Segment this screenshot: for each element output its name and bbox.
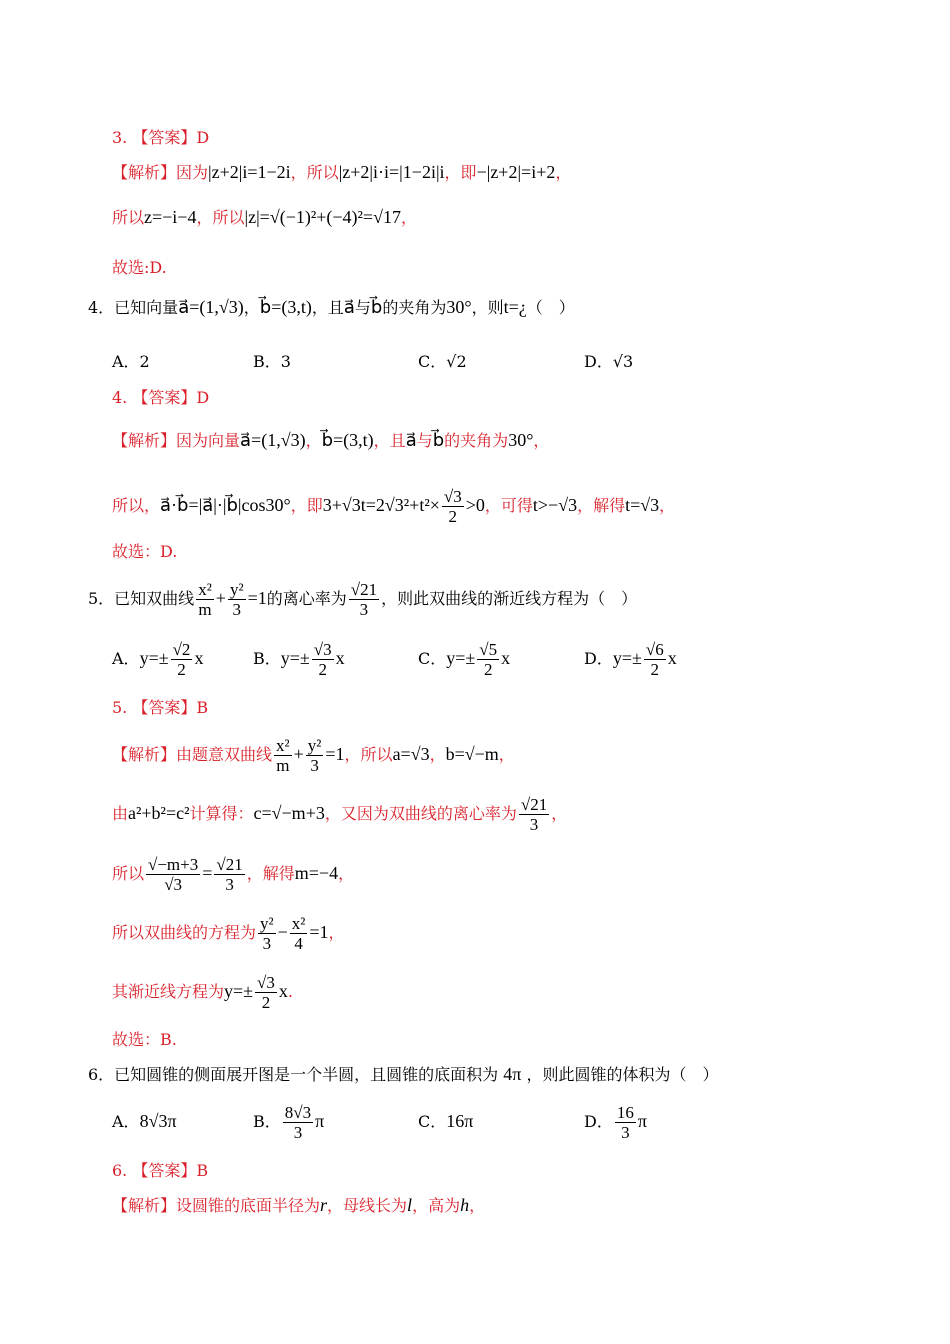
- q4-analysis-line2: 所以，a⃗·b⃗=|a⃗|·|b⃗|cos30°，即3+√3t=2√3²+t²× $\frac{√3}{2}$ >0，可得t>−√3，解得t=√3，: [112, 487, 676, 526]
- fraction: $\frac{\text{y²}}{3}$: [307, 736, 322, 775]
- q5-analysis-line2: 由a²+b²=c²计算得：c=√−m+3，又因为双曲线的离心率为 $\frac{√21}{3}$ ，: [112, 795, 568, 834]
- analysis-label: 【解析】因为: [112, 163, 209, 182]
- fraction: $\frac{\text{x²}}{m}$: [198, 580, 212, 619]
- q5-conclusion: 故选：B.: [112, 1030, 177, 1049]
- fraction: $\frac{\text{x²}}{4}$: [291, 914, 306, 953]
- fraction: $\frac{√21}{3}$: [350, 580, 378, 619]
- q6-stem: 6．已知圆锥的侧面展开图是一个半圆，且圆锥的底面积为 4π ，则此圆锥的体积为（ ）: [88, 1064, 719, 1084]
- q4-options: [112, 350, 832, 376]
- q4-stem: 4．已知向量a⃗=(1,√3)，b⃗=(3,t)，且a⃗与b⃗的夹角为30°，则t=¿（ ）: [88, 297, 575, 317]
- q5-option-c[interactable]: C．y=± $\frac{√5}{2}$ x: [418, 640, 511, 679]
- fraction: $\frac{√5}{2}$: [479, 640, 498, 679]
- analysis-label: 【解析】设圆锥的底面半径为: [112, 1196, 321, 1215]
- fraction: $\frac{√21}{3}$: [520, 795, 548, 834]
- q4-option-a[interactable]: A．2: [112, 352, 150, 371]
- fraction: $\frac{\text{x²}}{m}$: [276, 736, 290, 775]
- q4-option-b[interactable]: B．3: [253, 352, 291, 371]
- q5-answer: 5. 【答案】B: [112, 698, 209, 717]
- q3-conclusion: 故选:D.: [112, 258, 167, 277]
- q3-answer: 3. 【答案】D: [112, 128, 210, 147]
- q4-option-d[interactable]: D．√3: [584, 352, 634, 371]
- q5-option-b[interactable]: B．y=± $\frac{√3}{2}$ x: [253, 640, 345, 679]
- fraction: $\frac{√3}{2}$: [313, 640, 332, 679]
- q5-stem: 5．已知双曲线 $\frac{\text{x²}}{m}$ + $\frac{\text{y²}}{3}$ =1的离心率为 $\frac{√21}{3}$ ，则此双曲线的渐近线方程为（ ）: [88, 580, 638, 619]
- q6-option-a[interactable]: A．8√3π: [112, 1111, 177, 1131]
- q5-analysis-line5: 其渐近线方程为y=± $\frac{√3}{2}$ x.: [112, 973, 293, 1012]
- fraction: $\frac{\text{y²}}{3}$: [260, 914, 274, 953]
- q4-option-c[interactable]: C．√2: [418, 352, 467, 371]
- analysis-label: 【解析】由题意双曲线: [112, 745, 273, 764]
- q6-option-c[interactable]: C．16π: [418, 1111, 474, 1131]
- q5-analysis-line1: 【解析】由题意双曲线 $\frac{\text{x²}}{m}$ + $\frac{\text{y²}}{3}$ =1，所以a=√3，b=√−m，: [112, 736, 515, 775]
- q3-analysis-line1: 【解析】因为|z+2|i=1−2i，所以|z+2|i·i=|1−2i|i，即−|z+2|=i+2，: [112, 162, 572, 182]
- q4-analysis-line1: 【解析】因为向量a⃗=(1,√3)，b⃗=(3,t)，且a⃗与b⃗的夹角为30°，: [112, 430, 550, 450]
- q6-option-d[interactable]: D． $\frac{16}{3}$ π: [584, 1103, 647, 1142]
- fraction: $\frac{√6}{2}$: [645, 640, 664, 679]
- fraction: $\frac{√-m+3}{√3}$: [148, 855, 199, 894]
- q5-options: [112, 636, 832, 682]
- fraction: $\frac{√3}{2}$: [257, 973, 275, 1012]
- fraction: $\frac{16}{3}$: [616, 1103, 634, 1142]
- fraction: $\frac{\text{y²}}{3}$: [229, 580, 244, 619]
- q6-answer: 6. 【答案】B: [112, 1161, 209, 1180]
- q6-analysis-line1: 【解析】设圆锥的底面半径为r，母线长为l，高为h，: [112, 1195, 486, 1215]
- q5-option-d[interactable]: D．y=± $\frac{√6}{2}$ x: [584, 640, 677, 679]
- fraction: $\frac{√21}{3}$: [216, 855, 243, 894]
- q3-analysis-line2: 所以z=−i−4，所以|z|=√(−1)²+(−4)²=√17，: [112, 207, 417, 227]
- q5-analysis-line4: 所以双曲线的方程为 $\frac{\text{y²}}{3}$ − $\frac{\text{x²}}{4}$ =1，: [112, 914, 345, 953]
- q4-conclusion: 故选：D.: [112, 542, 178, 561]
- analysis-label: 【解析】因为向量: [112, 431, 241, 450]
- q4-answer: 4. 【答案】D: [112, 388, 210, 407]
- q5-option-a[interactable]: A．y=± $\frac{√2}{2}$ x: [112, 640, 204, 679]
- q6-options: [112, 1099, 832, 1145]
- fraction: $\frac{√3}{2}$: [443, 487, 462, 526]
- q6-option-b[interactable]: B． $\frac{8√3}{3}$ π: [253, 1103, 325, 1142]
- fraction: $\frac{√2}{2}$: [172, 640, 191, 679]
- q5-analysis-line3: 所以 $\frac{√-m+3}{√3}$ = $\frac{√21}{3}$ ，解得m=−4，: [112, 855, 355, 894]
- fraction: $\frac{8√3}{3}$: [284, 1103, 312, 1142]
